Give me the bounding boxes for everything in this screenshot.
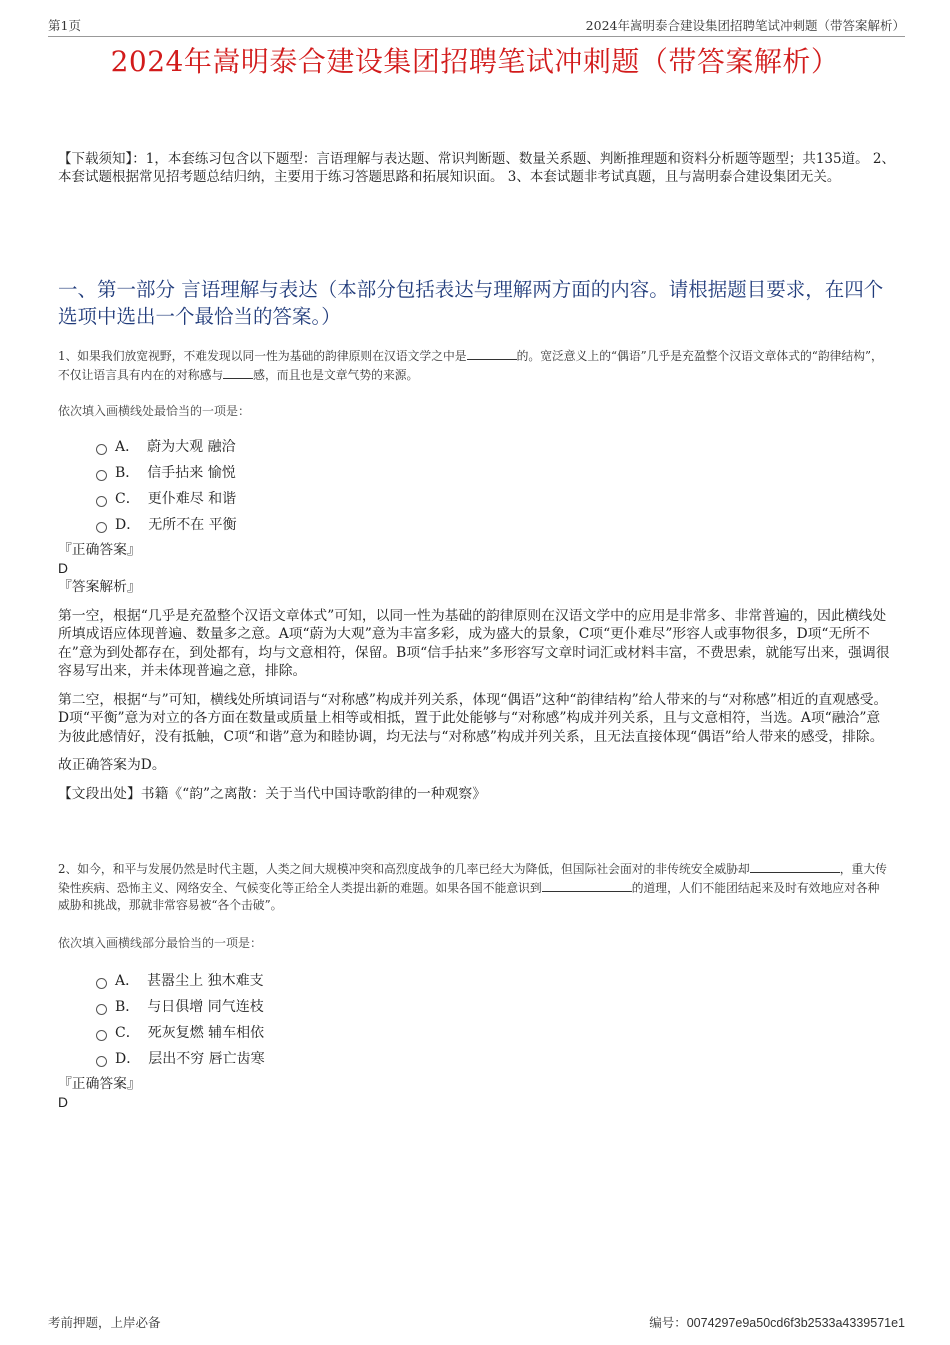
answer-label: 『正确答案』 (58, 542, 141, 558)
radio-icon[interactable] (96, 522, 107, 533)
footer-slogan: 考前押题，上岸必备 (48, 1315, 161, 1330)
question-2-text: 2、如今，和平与发展仍然是时代主题，人类之间大规模冲突和高烈度战争的几率已经大为降低，但国际社会面对的非传统安全威胁却 ，重大传染性疾病、恐怖主义、网络安全、气候变化等正给全人类提出新的难题。如果各国不能意识到 的道理，人们不能团结起来及时有效地应对各种威胁和挑战，那就非常容易被“各个击破”。 (58, 862, 887, 912)
answer-blank (223, 366, 253, 379)
radio-icon[interactable] (96, 1030, 107, 1041)
analysis-label: 『答案解析』 (58, 579, 141, 595)
question-2-answer-block (58, 1075, 893, 1112)
option-a[interactable]: A． 甚嚣尘上 独木难支 (96, 967, 265, 993)
question-1-options (96, 433, 237, 537)
option-d[interactable]: D． 层出不穷 唇亡齿寒 (96, 1045, 265, 1071)
radio-icon[interactable] (96, 444, 107, 455)
page-footer (48, 1313, 905, 1331)
option-a[interactable]: A． 蔚为大观 融洽 (96, 433, 237, 459)
option-b[interactable]: B． 与日俱增 同气连枝 (96, 993, 265, 1019)
document-id: 编号：0074297e9a50cd6f3b2533a4339571e1 (649, 1316, 905, 1330)
answer-value: D (58, 560, 68, 576)
radio-icon[interactable] (96, 1004, 107, 1015)
option-c[interactable]: C． 死灰复燃 辅车相依 (96, 1019, 265, 1045)
download-notice: 【下载须知】：1，本套练习包含以下题型：言语理解与表达题、常识判断题、数量关系题、判断推理题和资料分析题等题型；共135道。 2、本套试题根据常见招考题总结归纳，主要用于练习答题思路和拓展知识面。 3、本套试题非考试真题，且与嵩明泰合建设集团无关。 (58, 151, 895, 185)
page-header (48, 14, 905, 37)
option-d[interactable]: D． 无所不在 平衡 (96, 511, 237, 537)
radio-icon[interactable] (96, 1056, 107, 1067)
radio-icon[interactable] (96, 470, 107, 481)
radio-icon[interactable] (96, 496, 107, 507)
analysis-paragraph: 第一空，根据“几乎是充盈整个汉语文章体式”可知，以同一性为基础的韵律原则在汉语文学中的应用是非常多、非常普遍的，因此横线处所填成语应体现普遍、数量多之意。A项“蔚为大观”意为丰富多彩，成为盛大的景象，C项“更仆难尽”形容人或事物很多，D项“无所不在”意为到处都存在，到处都有，均与文意相符，保留。B项“信手拈来”多形容写文章时词汇或材料丰富，不费思索，就能写出来，强调很容易写出来，并未体现普遍之意，排除。 (58, 607, 890, 679)
question-2-prompt: 依次填入画横线部分最恰当的一项是： (58, 936, 263, 950)
answer-value: D (58, 1094, 68, 1110)
section-title: 一、第一部分 言语理解与表达（本部分包括表达与理解两方面的内容。请根据题目要求，在四个选项中选出一个最恰当的答案。） (58, 278, 884, 328)
header-doc-title: 2024年嵩明泰合建设集团招聘笔试冲刺题（带答案解析） (585, 18, 905, 33)
source-citation: 【文段出处】书籍《“韵”之离散：关于当代中国诗歌韵律的一种观察》 (58, 785, 487, 802)
option-b[interactable]: B． 信手拈来 愉悦 (96, 459, 237, 485)
answer-blank (542, 879, 632, 892)
analysis-conclusion: 故正确答案为D。 (58, 757, 166, 773)
answer-blank (467, 347, 517, 360)
answer-blank (750, 860, 840, 873)
document-title: 2024年嵩明泰合建设集团招聘笔试冲刺题（带答案解析） (110, 45, 840, 78)
analysis-paragraph: 第二空，根据“与”可知，横线处所填词语与“对称感”构成并列关系，体现“偶语”这种“韵律结构”给人带来的与“对称感”相近的直观感受。D项“平衡”意为对立的各方面在数量或质量上相等或相抵，置于此处能够与“对称感”构成并列关系，且与文意相符，当选。A项“融洽”意为彼此感情好，没有抵触，C项“和谐”意为和睦协调，均无法与“对称感”构成并列关系，且无法直接体现“偶语”给人带来的感受，排除。 (58, 691, 888, 745)
radio-icon[interactable] (96, 978, 107, 989)
option-c[interactable]: C． 更仆难尽 和谐 (96, 485, 237, 511)
answer-label: 『正确答案』 (58, 1076, 141, 1092)
question-1-prompt: 依次填入画横线处最恰当的一项是： (58, 404, 251, 418)
question-2-options (96, 967, 265, 1071)
page-number: 第1页 (48, 18, 81, 33)
question-1-answer-block (58, 541, 893, 813)
question-1-text: 1、如果我们放宽视野，不难发现以同一性为基础的韵律原则在汉语文学之中是 的。宽泛意义上的“偶语”几乎是充盈整个汉语文章体式的“韵律结构”，不仅让语言具有内在的对称感与 感，而且也是文章气势的来源。 (58, 349, 883, 382)
